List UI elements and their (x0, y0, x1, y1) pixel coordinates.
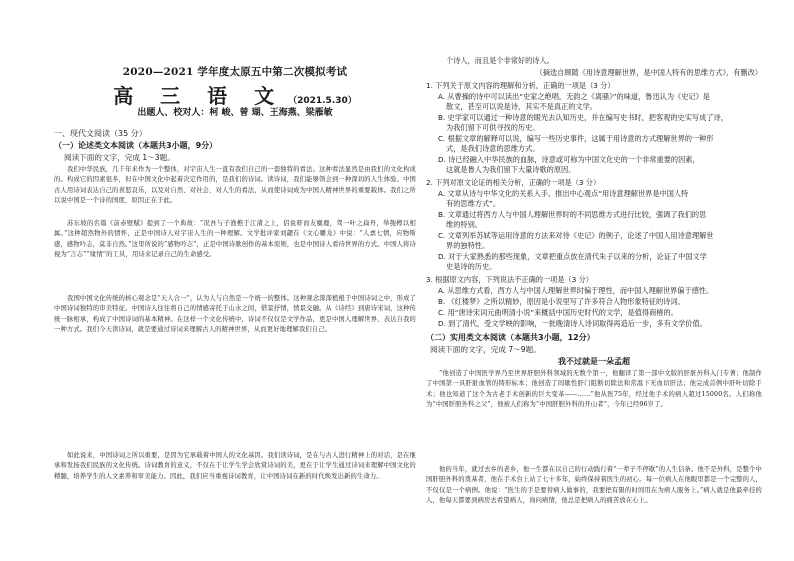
option-3a: A. 从思维方式看，西方人与中国人理解世界时偏于理性，而中国人理解世界偏于感性。 (438, 286, 714, 295)
continuation-line: 个诗人，而且是个非常好的诗人。 (446, 56, 554, 65)
question-3: 3. 根据原文内容，下列说法不正确的一项是（3 分） (426, 275, 593, 284)
option-2a: A. 文章从诗与中华文化的关系入手，推出中心观点“用诗意理解世界是中国人特 (438, 189, 689, 198)
option-1d-cont: 这就是鲁人为我们留下大量诗歌的原因。 (446, 165, 576, 174)
option-1d: D. 诗已经融入中华民族的血脉，诗意或可称为中国文化史的一个非常重要的因素， (438, 155, 700, 164)
article-title: 我不过就是一朵孟超 (558, 356, 630, 366)
option-3c: C. 用“唐诗宋词元曲明清小说”来概括中国历史时代的文学，是值得商榷的。 (438, 308, 678, 317)
body-paragraph: 我国中国文化传统的核心观念是“天人合一”，认为人与自然是一个统一的整体。这种观念深深植根于中国诗词之中，形成了中国诗词独特的审美特征。中国诗人往往将自己的情感寄托于山水之间，借景抒情，情景交融。从《诗经》到唐诗宋词，这种传统一脉相承，构成了中国诗词的基本精神。在这样一个文化传统中，诗词不仅仅是文学作品，更是中国人理解世界、表达自我的一种方式。我们今天读诗词，就是要通过诗词来理解古人的精神世界，从而更好地理解我们自己。 (54, 295, 416, 333)
body-paragraph: 我们中华民族，几千年来作为一个整体，对宇宙人生一直有我们自己的一套独特的看法。这种看法显然是由我们的文化构成的。构成它的因素很多，但在中国文化中起着决定作用的，是我们的诗词。读诗词，我们能够领会到一种深切的人生体验。中国古人用诗词表达自己的喜怒哀乐，以及对自然、对社会、对人生的看法，从而使诗词成为中国人精神世界的重要载体。我们之所以说中国是一个诗的国度，原因正在于此。 (54, 166, 416, 204)
option-1a-cont: 散文，甚至可以说是诗，其实不是真正的文学。 (446, 102, 597, 111)
option-1c: C. 根据文章的解释可以说，编写一些历史事件，这属于用诗意的方式理解世界的一种形 (438, 134, 714, 143)
article-paragraph: “他创造了中国医学界乃至世界肝胆外科领域的无数个第一，他翻译了第一部中文版的肝脏外科入门专著；他制作了中国第一具肝脏血管的铸形标本；他创造了间歇性肝门阻断切除法和常温下无血切肝法；他完成首例中肝叶切除手术；他也知道了这个为古老手术创新的巨大变革——……”他从医75年，经过他手术的病人超过15000名。人们称他为“中国肝胆外科之父”，他被人们称为“中国肝胆外科的开山者”，今年已经96岁了。 (426, 370, 762, 408)
option-3b: B. 《红楼梦》之所以精妙，原因是小说里写了许多符合人物形象特征的诗词。 (438, 297, 685, 306)
option-2d: D. 对于大家熟悉的那些现象，文章把重点放在清代朱子以来的分析，论证了中国文学 (438, 252, 707, 261)
option-2c: C. 文章列举苏轼等运用诗意的方法来对待《史记》的例子，论述了中国人用诗意理解世 (438, 231, 714, 240)
section-1-heading: 一、现代文阅读（35 分） (54, 129, 147, 138)
option-1b: B. 史学家可以通过一种诗意的眼光去认知历史，并在编写史书时，把客观的史实写成了诗， (438, 113, 728, 122)
reading-instruction: 阅读下面的文字，完成 1～3题。 (64, 153, 175, 162)
section-2-instruction: 阅读下面的文字，完成 7～9题。 (430, 345, 541, 354)
exam-date: （2021.5.30） (288, 96, 357, 106)
option-2a-cont: 有的思维方式”。 (446, 199, 501, 208)
option-1a: A. 从曹操的诗中可以读出“史家之绝唱，无韵之《离骚》”的味道，鲁迅认为《史记》是 (438, 92, 710, 101)
option-1c-cont: 式，是我们诗意的思维方式。 (446, 144, 540, 153)
option-2d-cont: 史是诗的历史。 (446, 262, 497, 271)
question-1: 1. 下列关于原文内容的理解和分析，正确的一项是（3 分） (426, 81, 615, 90)
option-2c-cont: 界的独特性。 (446, 241, 490, 250)
option-3d: D. 到了清代，受文学映的影响，一批晚清诗人诗词取得再造后一步，多有文学价值。 (438, 319, 707, 328)
article-paragraph: 他的当年，就过去乡的老乡，他一生都在以自己的行动践行着“一辈子不停歇”的人生信条。他不是外科，是整个中国肝胆外科的奠基者，他在手术台上站了七十多年，始终保持着医生的初心。每一位病人在他眼里都是一个完整的人，不仅仅是一个病例。他说：“医生的手是要替病人做事的，我要把有限的时间用在为病人服务上。”病人就是他最牵挂的人，他每天都要到病房去看望病人，询问病情，他总是把病人的痛苦放在心上。 (426, 466, 762, 504)
option-2b: B. 文章通过将西方人与中国人理解世界时的不同思维方式进行比较，强调了我们的思 (438, 210, 707, 219)
body-paragraph: 如此说来，中国诗词之所以重要，是因为它承载着中国人的文化基因。我们读诗词，是在与古人进行精神上的对话，是在继承和发扬我们民族的文化传统。诗词教育的意义，不仅在于让学生学会欣赏诗词的美，更在于让学生通过诗词来理解中国文化的精髓，培养学生的人文素养和审美能力。因此，我们应当重视诗词教育，让中国诗词在新的时代焕发出新的生命力。 (54, 452, 416, 480)
question-2: 2. 下列对原文论证的相关分析，正确的一项是（3 分） (426, 178, 601, 187)
source-citation: （摘选自顾随《用诗意理解世界，是中国人特有的思维方式》，有删改） (535, 68, 762, 77)
body-paragraph: 苏东坡的名篇《前赤壁赋》提到了一个典故：“况吾与子渔樵于江渚之上，侣鱼虾而友麋鹿，驾一叶之扁舟，举匏樽以相属。”这种超然物外的情怀，正是中国诗人对宇宙人生的一种理解。文学批评家刘勰在《文心雕龙》中说：“人禀七情，应物斯感，感物吟志，莫非自然。”这里所说的“感物吟志”，正是中国诗歌创作的基本原则，也是中国诗人看待世界的方式。中国人将诗视为“言志”“缘情”的工具，用诗来记录自己的生命感受。 (54, 220, 416, 258)
authors-line: 出题人、校对人：柯 峻、曾 瑚、王海燕、梁雁敏 (137, 108, 333, 118)
option-1b-cont: 为我们留下可供寻找的历史。 (446, 123, 540, 132)
section-2-heading: （二）实用类文本阅读（本题共3小题，12分） (426, 333, 595, 342)
option-2b-cont: 维的特别。 (446, 220, 482, 229)
subsection-1-heading: （一）论述类文本阅读（本题共3小题，9分） (54, 141, 218, 150)
subject-title: 高 三 语 文 (113, 84, 285, 108)
exam-title: 2020—2021 学年度太原五中第二次模拟考试 (122, 66, 348, 78)
